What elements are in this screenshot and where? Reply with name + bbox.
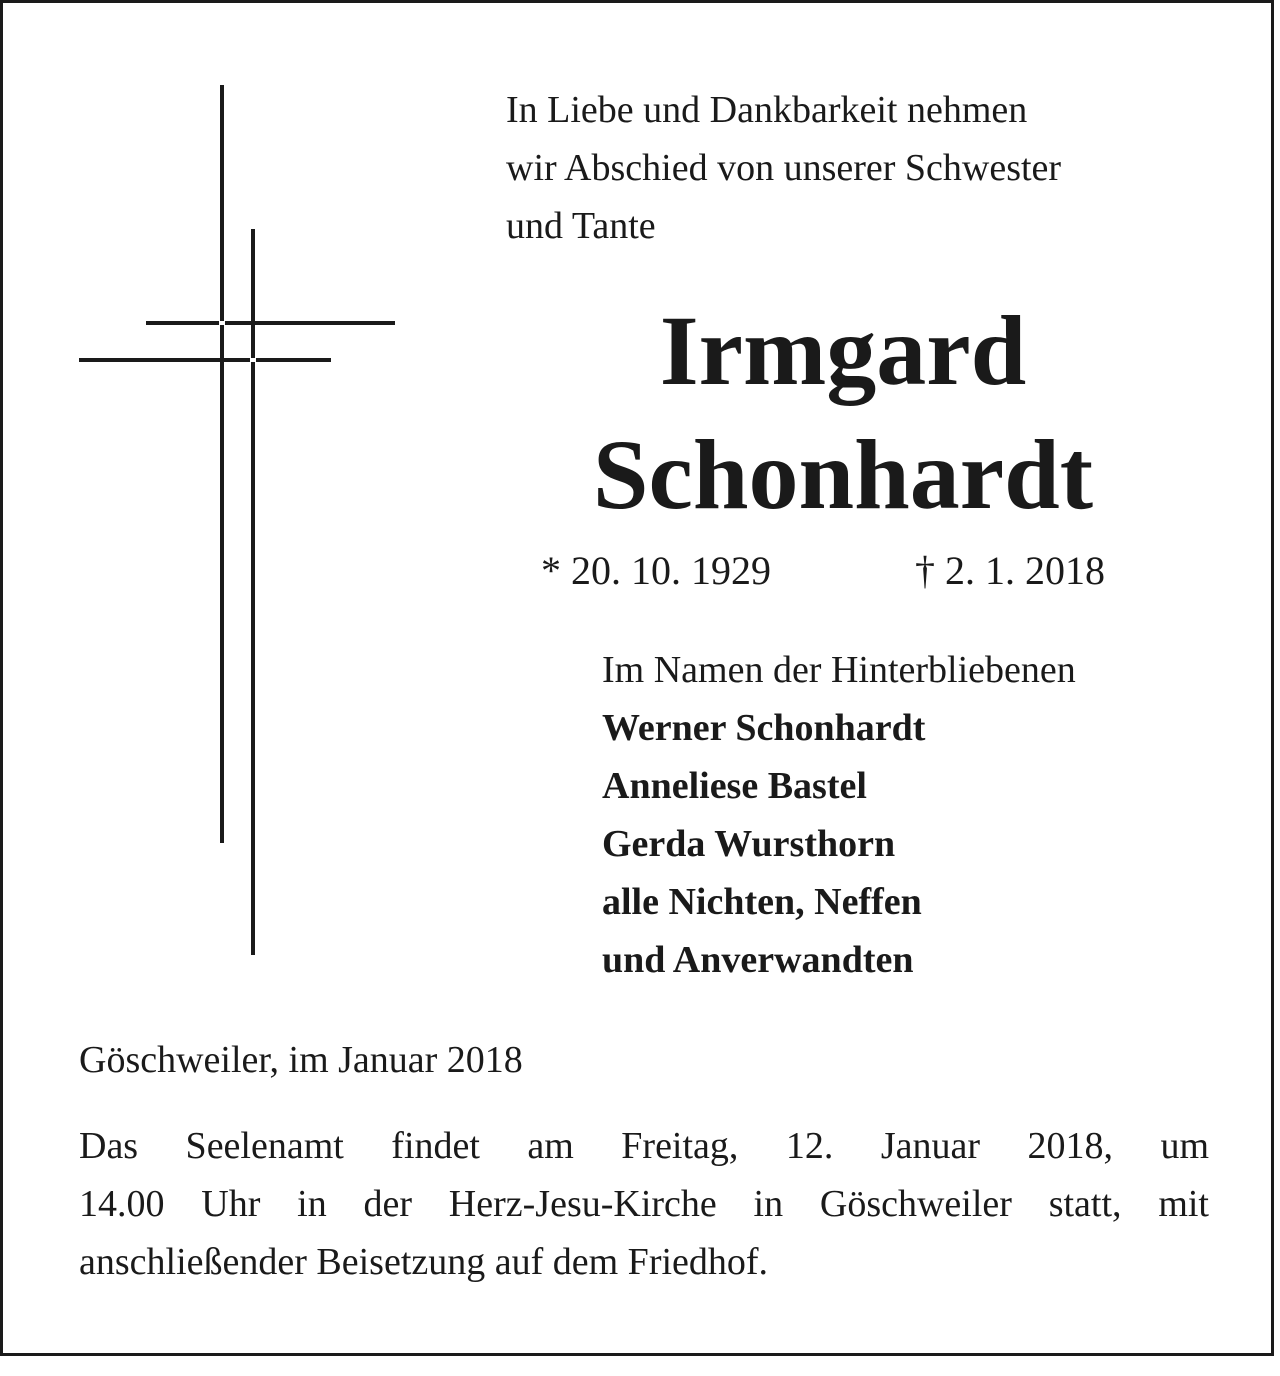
deceased-last-name: Schonhardt	[592, 419, 1094, 530]
mourner-name: Anneliese Bastel	[602, 765, 867, 807]
deceased-first-name: Irmgard	[659, 295, 1027, 406]
service-line: anschließender Beisetzung auf dem Friedhof.	[79, 1241, 769, 1283]
mourner-name: alle Nichten, Neffen	[602, 881, 922, 923]
place-and-date: Göschweiler, im Januar 2018	[79, 1039, 523, 1081]
death-date: † 2. 1. 2018	[915, 548, 1105, 593]
mourners-block	[602, 641, 1242, 989]
intro-line: und Tante	[506, 205, 656, 247]
service-line: Das Seelenamt findet am Freitag, 12. Januar 2018, um	[79, 1125, 1209, 1167]
mourner-name: und Anverwandten	[602, 939, 914, 981]
birth-date: * 20. 10. 1929	[541, 548, 771, 593]
deceased-name	[483, 289, 1203, 537]
cross-icon	[3, 3, 423, 983]
mourner-name: Werner Schonhardt	[602, 707, 926, 749]
service-line: 14.00 Uhr in der Herz-Jesu-Kirche in Göschweiler statt, mit	[79, 1183, 1209, 1225]
mourner-name: Gerda Wursthorn	[602, 823, 896, 865]
mourners-intro: Im Namen der Hinterbliebenen	[602, 649, 1076, 691]
service-info	[79, 1117, 1209, 1291]
intro-text	[506, 81, 1246, 255]
intro-line: In Liebe und Dankbarkeit nehmen	[506, 89, 1028, 131]
intro-line: wir Abschied von unserer Schwester	[506, 147, 1062, 189]
